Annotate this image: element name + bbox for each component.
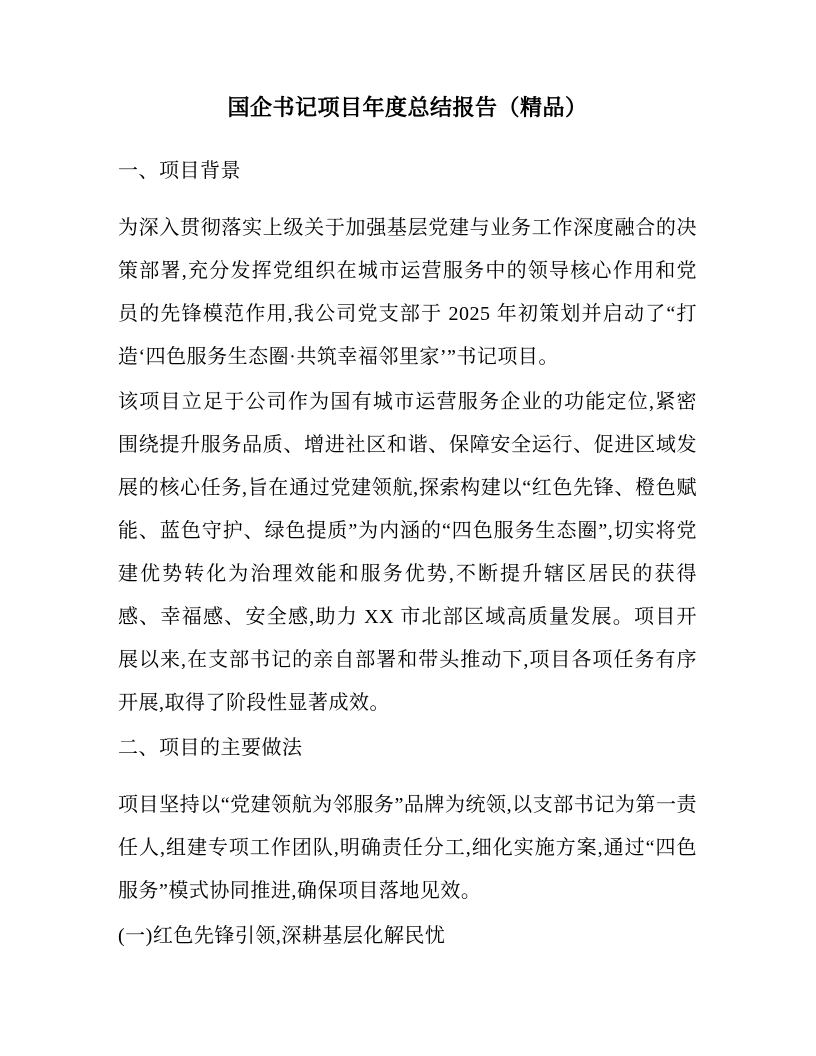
section-heading-main-practices: 二、项目的主要做法 [118, 737, 303, 759]
paragraph-project-background-2: 该项目立足于公司作为国有城市运营服务企业的功能定位,紧密围绕提升服务品质、增进社区和谐、保障安全运行、促进区域发展的核心任务,旨在通过党建领航,探索构建以“红色先锋、橙色赋能、蓝色守护、绿色提质”为内涵的“四色服务生态圈”,切实将党建优势转化为治理效能和服务优势,不断提升辖区居民的获得感、幸福感、安全感,助力 XX 市北部区域高质量发展。项目开展以来,在支部书记的亲自部署和带头推动下,项目各项任务有序开展,取得了阶段性显著成效。 [118, 391, 697, 714]
section-heading-project-background: 一、项目背景 [118, 160, 241, 182]
subsection-heading-red-pioneer: (一)红色先锋引领,深耕基层化解民忧 [118, 925, 446, 947]
paragraph-main-practices-1: 项目坚持以“党建领航为邻服务”品牌为统领,以支部书记为第一责任人,组建专项工作团队,明确责任分工,细化实施方案,通过“四色服务”模式协同推进,确保项目落地见效。 [118, 794, 697, 902]
paragraph-project-background-1: 为深入贯彻落实上级关于加强基层党建与业务工作深度融合的决策部署,充分发挥党组织在城市运营服务中的领导核心作用和党员的先锋模范作用,我公司党支部于 2025 年初策划并启动了“打造‘四色服务生态圈·共筑幸福邻里家’”书记项目。 [118, 217, 697, 368]
document-title: 国企书记项目年度总结报告（精品） [227, 95, 588, 120]
